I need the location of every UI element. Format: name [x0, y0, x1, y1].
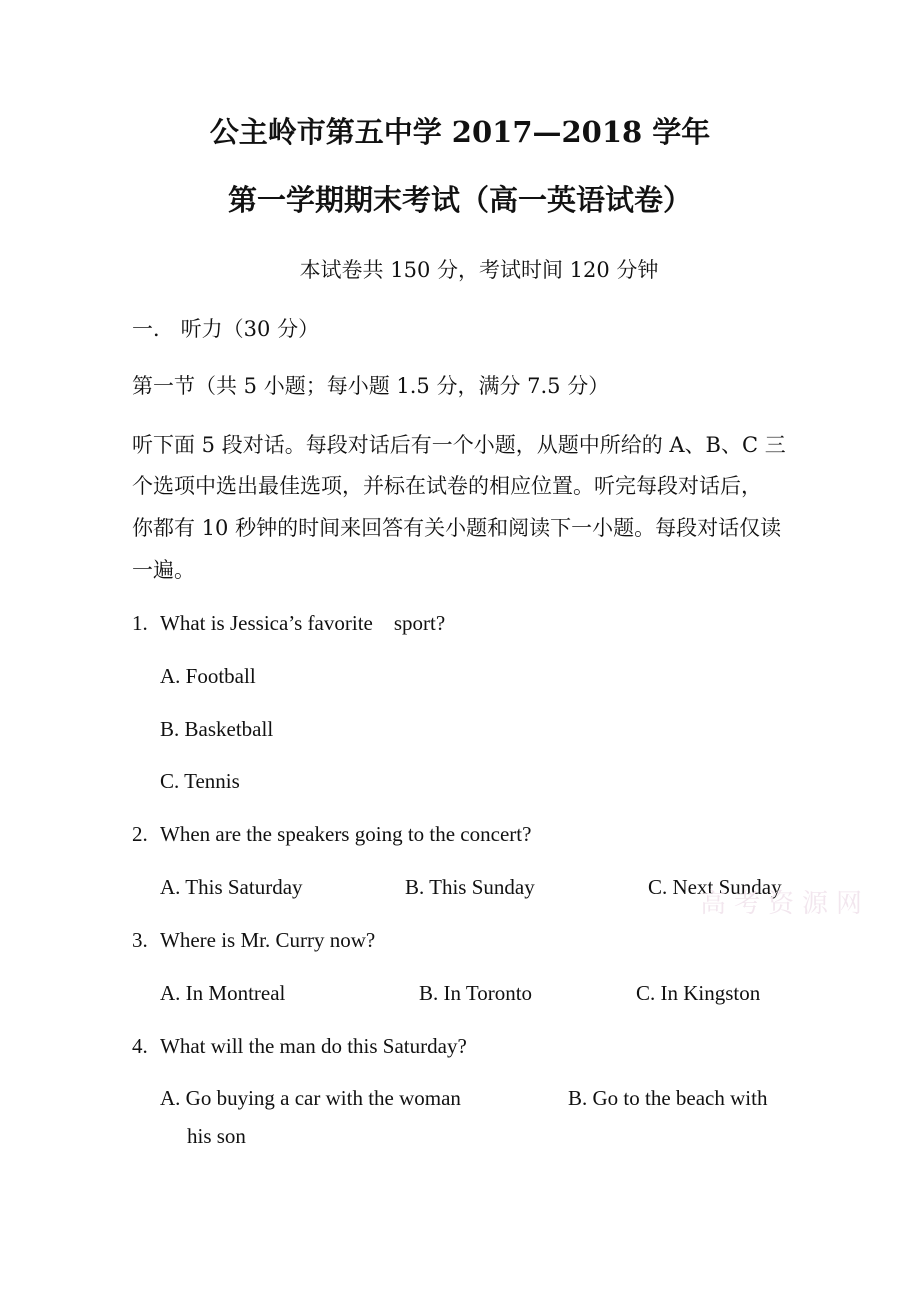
question-number: 1. — [132, 611, 148, 635]
part-heading: 第一节（共 5 小题；每小题 1.5 分，满分 7.5 分） — [132, 374, 610, 398]
exam-title-line2: 第一学期期末考试（高一英语试卷） — [227, 183, 692, 217]
option-a: A. In Montreal — [160, 981, 286, 1005]
option-a: A. This Saturday — [160, 875, 303, 899]
option-b: B. In Toronto — [419, 981, 533, 1005]
instruction-line: 听下面 5 段对话。每段对话后有一个小题，从题中所给的 A、B、C 三 — [132, 433, 786, 457]
instruction-line: 个选项中选出最佳选项，并标在试卷的相应位置。听完每段对话后， — [132, 474, 762, 498]
option-a: A. Football — [160, 664, 256, 688]
section-heading: 一． 听力（30 分） — [132, 317, 320, 341]
question-text: When are the speakers going to the concert? — [160, 822, 532, 846]
option-b: B. Go to the beach with — [568, 1086, 768, 1110]
instruction-line: 一遍。 — [132, 558, 195, 582]
question-text: What is Jessica’s favorite sport? — [160, 611, 446, 635]
option-b: B. This Sunday — [405, 875, 535, 899]
option-c: C. In Kingston — [636, 981, 761, 1005]
option-b: B. Basketball — [160, 717, 274, 741]
option-b-continued: his son — [187, 1124, 246, 1148]
question-text: Where is Mr. Curry now? — [160, 928, 376, 952]
option-c: C. Next Sunday — [648, 875, 782, 899]
question-number: 4. — [132, 1034, 148, 1058]
exam-title-line1: 公主岭市第五中学 2017—2018 学年 — [209, 115, 711, 149]
option-c: C. Tennis — [160, 769, 240, 793]
question-text: What will the man do this Saturday? — [160, 1034, 467, 1058]
question-number: 3. — [132, 928, 148, 952]
exam-subtitle: 本试卷共 150 分，考试时间 120 分钟 — [299, 258, 659, 282]
instruction-line: 你都有 10 秒钟的时间来回答有关小题和阅读下一小题。每段对话仅读 — [132, 516, 782, 540]
option-a: A. Go buying a car with the woman — [160, 1086, 461, 1110]
question-number: 2. — [132, 822, 148, 846]
watermark: 高考资源网 — [700, 889, 871, 919]
